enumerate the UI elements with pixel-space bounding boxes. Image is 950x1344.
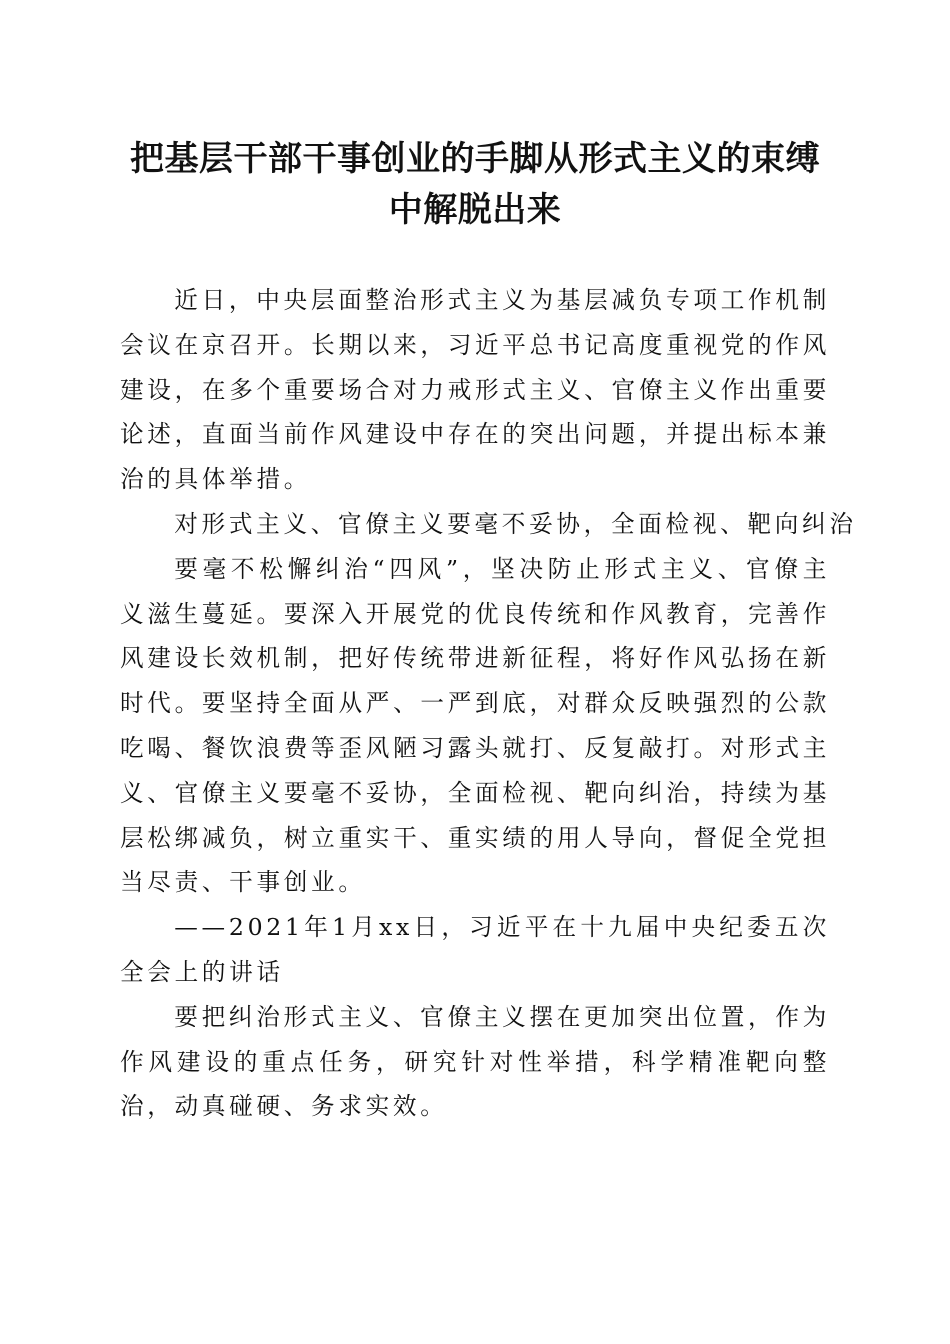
paragraph-source: ——2021年1月xx日，习近平在十九届中央纪委五次全会上的讲话 <box>120 913 830 986</box>
paragraph-quote: 要毫不松懈纠治“四风”，坚决防止形式主义、官僚主义滋生蔓延。要深入开展党的优良传统和作风教育，完善作风建设长效机制，把好传统带进新征程，将好作风弘扬在新时代。要坚持全面从严、一严到底，对群众反映强烈的公款吃喝、餐饮浪费等歪风陋习露头就打、反复敲打。对形式主义、官僚主义要毫不妥协，全面检视、靶向纠治，持续为基层松绑减负，树立重实干、重实绩的用人导向，督促全党担当尽责、干事创业。 <box>120 554 830 897</box>
document-body <box>120 278 857 1129</box>
document-title <box>110 134 840 236</box>
section-heading: 对形式主义、官僚主义要毫不妥协，全面检视、靶向纠治 <box>174 509 857 538</box>
title-line-1: 把基层干部干事创业的手脚从形式主义的束缚 <box>130 139 820 179</box>
paragraph-closing: 要把纠治形式主义、官僚主义摆在更加突出位置，作为作风建设的重点任务，研究针对性举措，科学精准靶向整治，动真碰硬、务求实效。 <box>120 1002 830 1121</box>
paragraph-intro: 近日，中央层面整治形式主义为基层减负专项工作机制会议在京召开。长期以来，习近平总书记高度重视党的作风建设，在多个重要场合对力戒形式主义、官僚主义作出重要论述，直面当前作风建设中存在的突出问题，并提出标本兼治的具体举措。 <box>120 286 830 494</box>
title-line-2: 中解脱出来 <box>388 190 562 230</box>
